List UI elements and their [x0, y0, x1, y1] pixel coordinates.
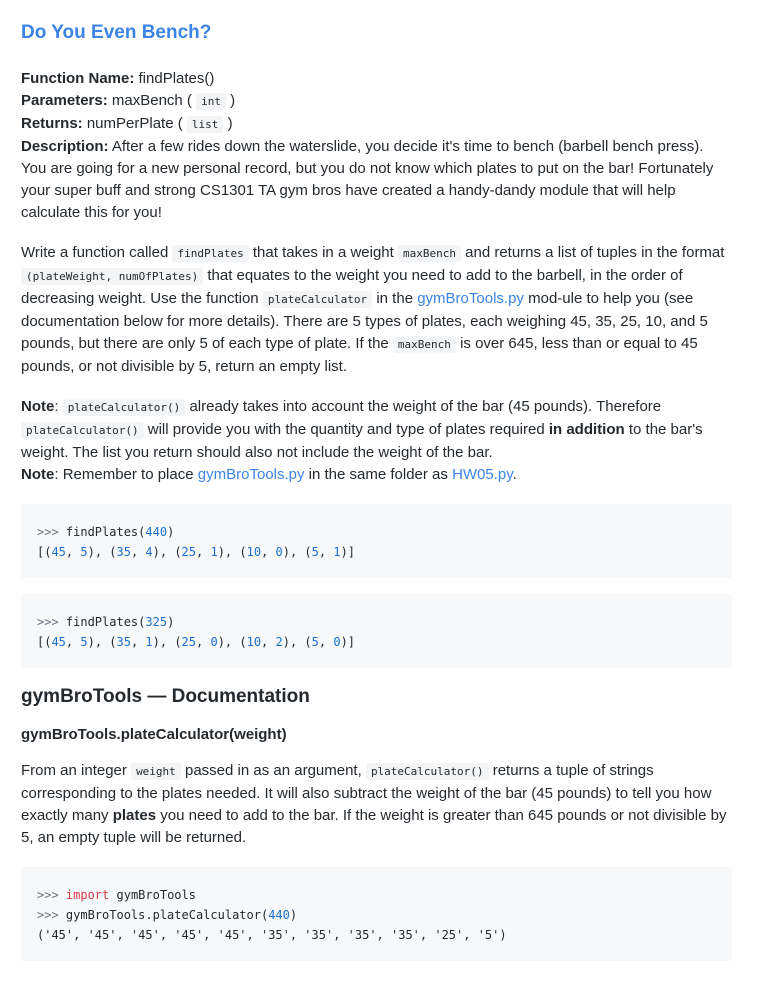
text: 440: [145, 525, 168, 539]
text: 5: [80, 635, 88, 649]
text: From an integer: [21, 762, 127, 779]
text: 440: [268, 908, 290, 922]
output-line: ('45', '45', '45', '45', '45', '35', '35', '35', '35', '25', '5'): [37, 928, 507, 942]
text: findPlates(: [65, 615, 146, 629]
documentation-heading: gymBroTools — Documentation: [21, 686, 310, 707]
text: ), (: [87, 545, 117, 559]
text: )]: [340, 635, 356, 649]
text: ): [289, 908, 298, 922]
description-paragraph: [21, 136, 732, 224]
text: that takes in a weight: [252, 244, 394, 261]
documentation-paragraph: [21, 760, 732, 849]
text: 1: [145, 635, 153, 649]
example-code-block-2: [21, 594, 732, 668]
text: 2: [275, 635, 283, 649]
text: ), (: [152, 635, 182, 649]
text: in the: [376, 290, 414, 307]
instructions-paragraph: [21, 242, 732, 378]
text: ,: [196, 545, 211, 559]
gymbrotools-link[interactable]: gymBroTools.py: [417, 290, 524, 307]
notes: [21, 396, 732, 486]
text: you need to add to the bar. If the weight is greater than 645 pounds or not divisible by 5, an empty tuple will be returned.: [21, 807, 727, 846]
text: findPlates(: [65, 525, 146, 539]
text: >>>: [37, 888, 66, 902]
inline-code: (plateWeight, numOfPlates): [21, 268, 203, 285]
text: 0: [275, 545, 283, 559]
text: already takes into account the weight of the bar (45 pounds). Therefore: [189, 398, 662, 415]
parameters-type: int: [196, 93, 226, 110]
returns-close: ): [227, 115, 233, 132]
text: gymBroTools.plateCalculator(: [65, 908, 269, 922]
text: 1: [210, 545, 218, 559]
text: ,: [318, 635, 334, 649]
text: 45: [51, 635, 66, 649]
returns-type: list: [187, 116, 224, 133]
text: :: [54, 398, 59, 415]
note-2: [21, 464, 732, 486]
note-1: [21, 396, 732, 464]
text: import: [65, 888, 110, 902]
text: 5: [80, 545, 88, 559]
parameters-label: Parameters:: [21, 92, 108, 109]
inline-code: findPlates: [172, 245, 248, 262]
function-spec: [21, 68, 732, 224]
text: ), (: [152, 545, 182, 559]
inline-code: plateCalculator(): [366, 763, 489, 780]
text: 45: [51, 545, 66, 559]
text: [(: [37, 635, 52, 649]
text: Write a function called: [21, 244, 169, 261]
note-label: Note: [21, 466, 55, 483]
example-code-block-1: [21, 504, 732, 578]
text: 5: [311, 545, 319, 559]
text: ): [167, 525, 175, 539]
text: ,: [196, 635, 211, 649]
text: returns a tuple of strings corresponding to the plates needed. It will also subtract the weight of the bar (45 pounds) to tell you how exactly many: [21, 762, 712, 824]
text: that equates to the weight you need to add to the barbell, in the order of decreasing weight. Use the function: [21, 267, 683, 307]
inline-code: plateCalculator(): [21, 422, 144, 439]
text: is over 645, less than or equal to 45 pounds, or not divisible by 5, return an empty list.: [21, 335, 698, 375]
text: ,: [130, 635, 146, 649]
inline-code: plateCalculator: [263, 291, 372, 308]
text: ,: [318, 545, 334, 559]
description-label: Description:: [21, 138, 109, 155]
returns-value: numPerPlate (: [86, 115, 183, 132]
parameters-line: [21, 90, 732, 113]
page-title: Do You Even Bench?: [21, 22, 212, 43]
text: plates: [112, 807, 157, 824]
hw05-link[interactable]: HW05.py: [452, 466, 513, 483]
text: ,: [65, 545, 81, 559]
text: 25: [181, 635, 196, 649]
function-name-label: Function Name:: [21, 70, 135, 87]
text: .: [512, 466, 517, 483]
function-name-value: findPlates(): [138, 70, 215, 87]
text: [(: [37, 545, 52, 559]
text: 0: [210, 635, 218, 649]
parameters-close: ): [230, 92, 236, 109]
text: >>>: [37, 908, 66, 922]
function-name-line: [21, 68, 732, 90]
text: )]: [340, 545, 356, 559]
text: 35: [116, 545, 131, 559]
text: Remember to place: [62, 466, 194, 483]
note-label: Note: [21, 398, 55, 415]
text: 35: [116, 635, 131, 649]
text: ), (: [217, 545, 247, 559]
text: gymBroTools: [109, 888, 196, 902]
text: >>>: [37, 615, 66, 629]
text: 10: [246, 635, 262, 649]
text: 325: [145, 615, 168, 629]
text: ), (: [87, 635, 117, 649]
plate-calculator-heading: gymBroTools.plateCalculator(weight): [21, 726, 287, 743]
gymbrotools-link[interactable]: gymBroTools.py: [197, 466, 305, 483]
text: 4: [145, 545, 153, 559]
text: 5: [311, 635, 319, 649]
example-code-block-3: [21, 867, 732, 961]
text: ,: [261, 635, 276, 649]
text: :: [54, 466, 59, 483]
text: 0: [333, 635, 341, 649]
text: >>>: [37, 525, 66, 539]
inline-code: weight: [131, 763, 181, 780]
text: ), (: [217, 635, 247, 649]
returns-line: [21, 113, 732, 136]
description-text: After a few rides down the waterslide, you decide it's time to bench (barbell bench press). You are going for a new personal record, but you do not know which plates to put on the bar! Fortunately your super buff and strong CS1301 TA gym bros have created a handy-dandy module that will help calculate this for you!: [21, 138, 714, 221]
text: in addition: [548, 421, 625, 438]
text: ), (: [282, 635, 312, 649]
text: ,: [261, 545, 276, 559]
text: ): [167, 615, 175, 629]
text: to the bar's weight. The list you return should also not include the weight of the bar.: [21, 421, 703, 461]
parameters-value: maxBench (: [111, 92, 192, 109]
text: ,: [65, 635, 81, 649]
inline-code: maxBench: [393, 336, 456, 353]
text: will provide you with the quantity and type of plates required: [147, 421, 545, 438]
text: 25: [181, 545, 196, 559]
text: ), (: [282, 545, 312, 559]
output-line: [37, 545, 355, 559]
text: 10: [246, 545, 262, 559]
text: ,: [130, 545, 146, 559]
text: in the same folder as: [308, 466, 448, 483]
text: 1: [333, 545, 341, 559]
text: and returns a list of tuples in the format: [465, 244, 725, 261]
inline-code: plateCalculator(): [63, 399, 186, 416]
inline-code: maxBench: [398, 245, 461, 262]
text: passed in as an argument,: [184, 762, 362, 779]
output-line: [37, 635, 355, 649]
text: mod-ule to help you (see documentation below for more details). There are 5 types of plates, each weighing 45, 35, 25, 10, and 5 pounds, but there are only 5 of each type of plate. If the: [21, 290, 708, 352]
returns-label: Returns:: [21, 115, 83, 132]
